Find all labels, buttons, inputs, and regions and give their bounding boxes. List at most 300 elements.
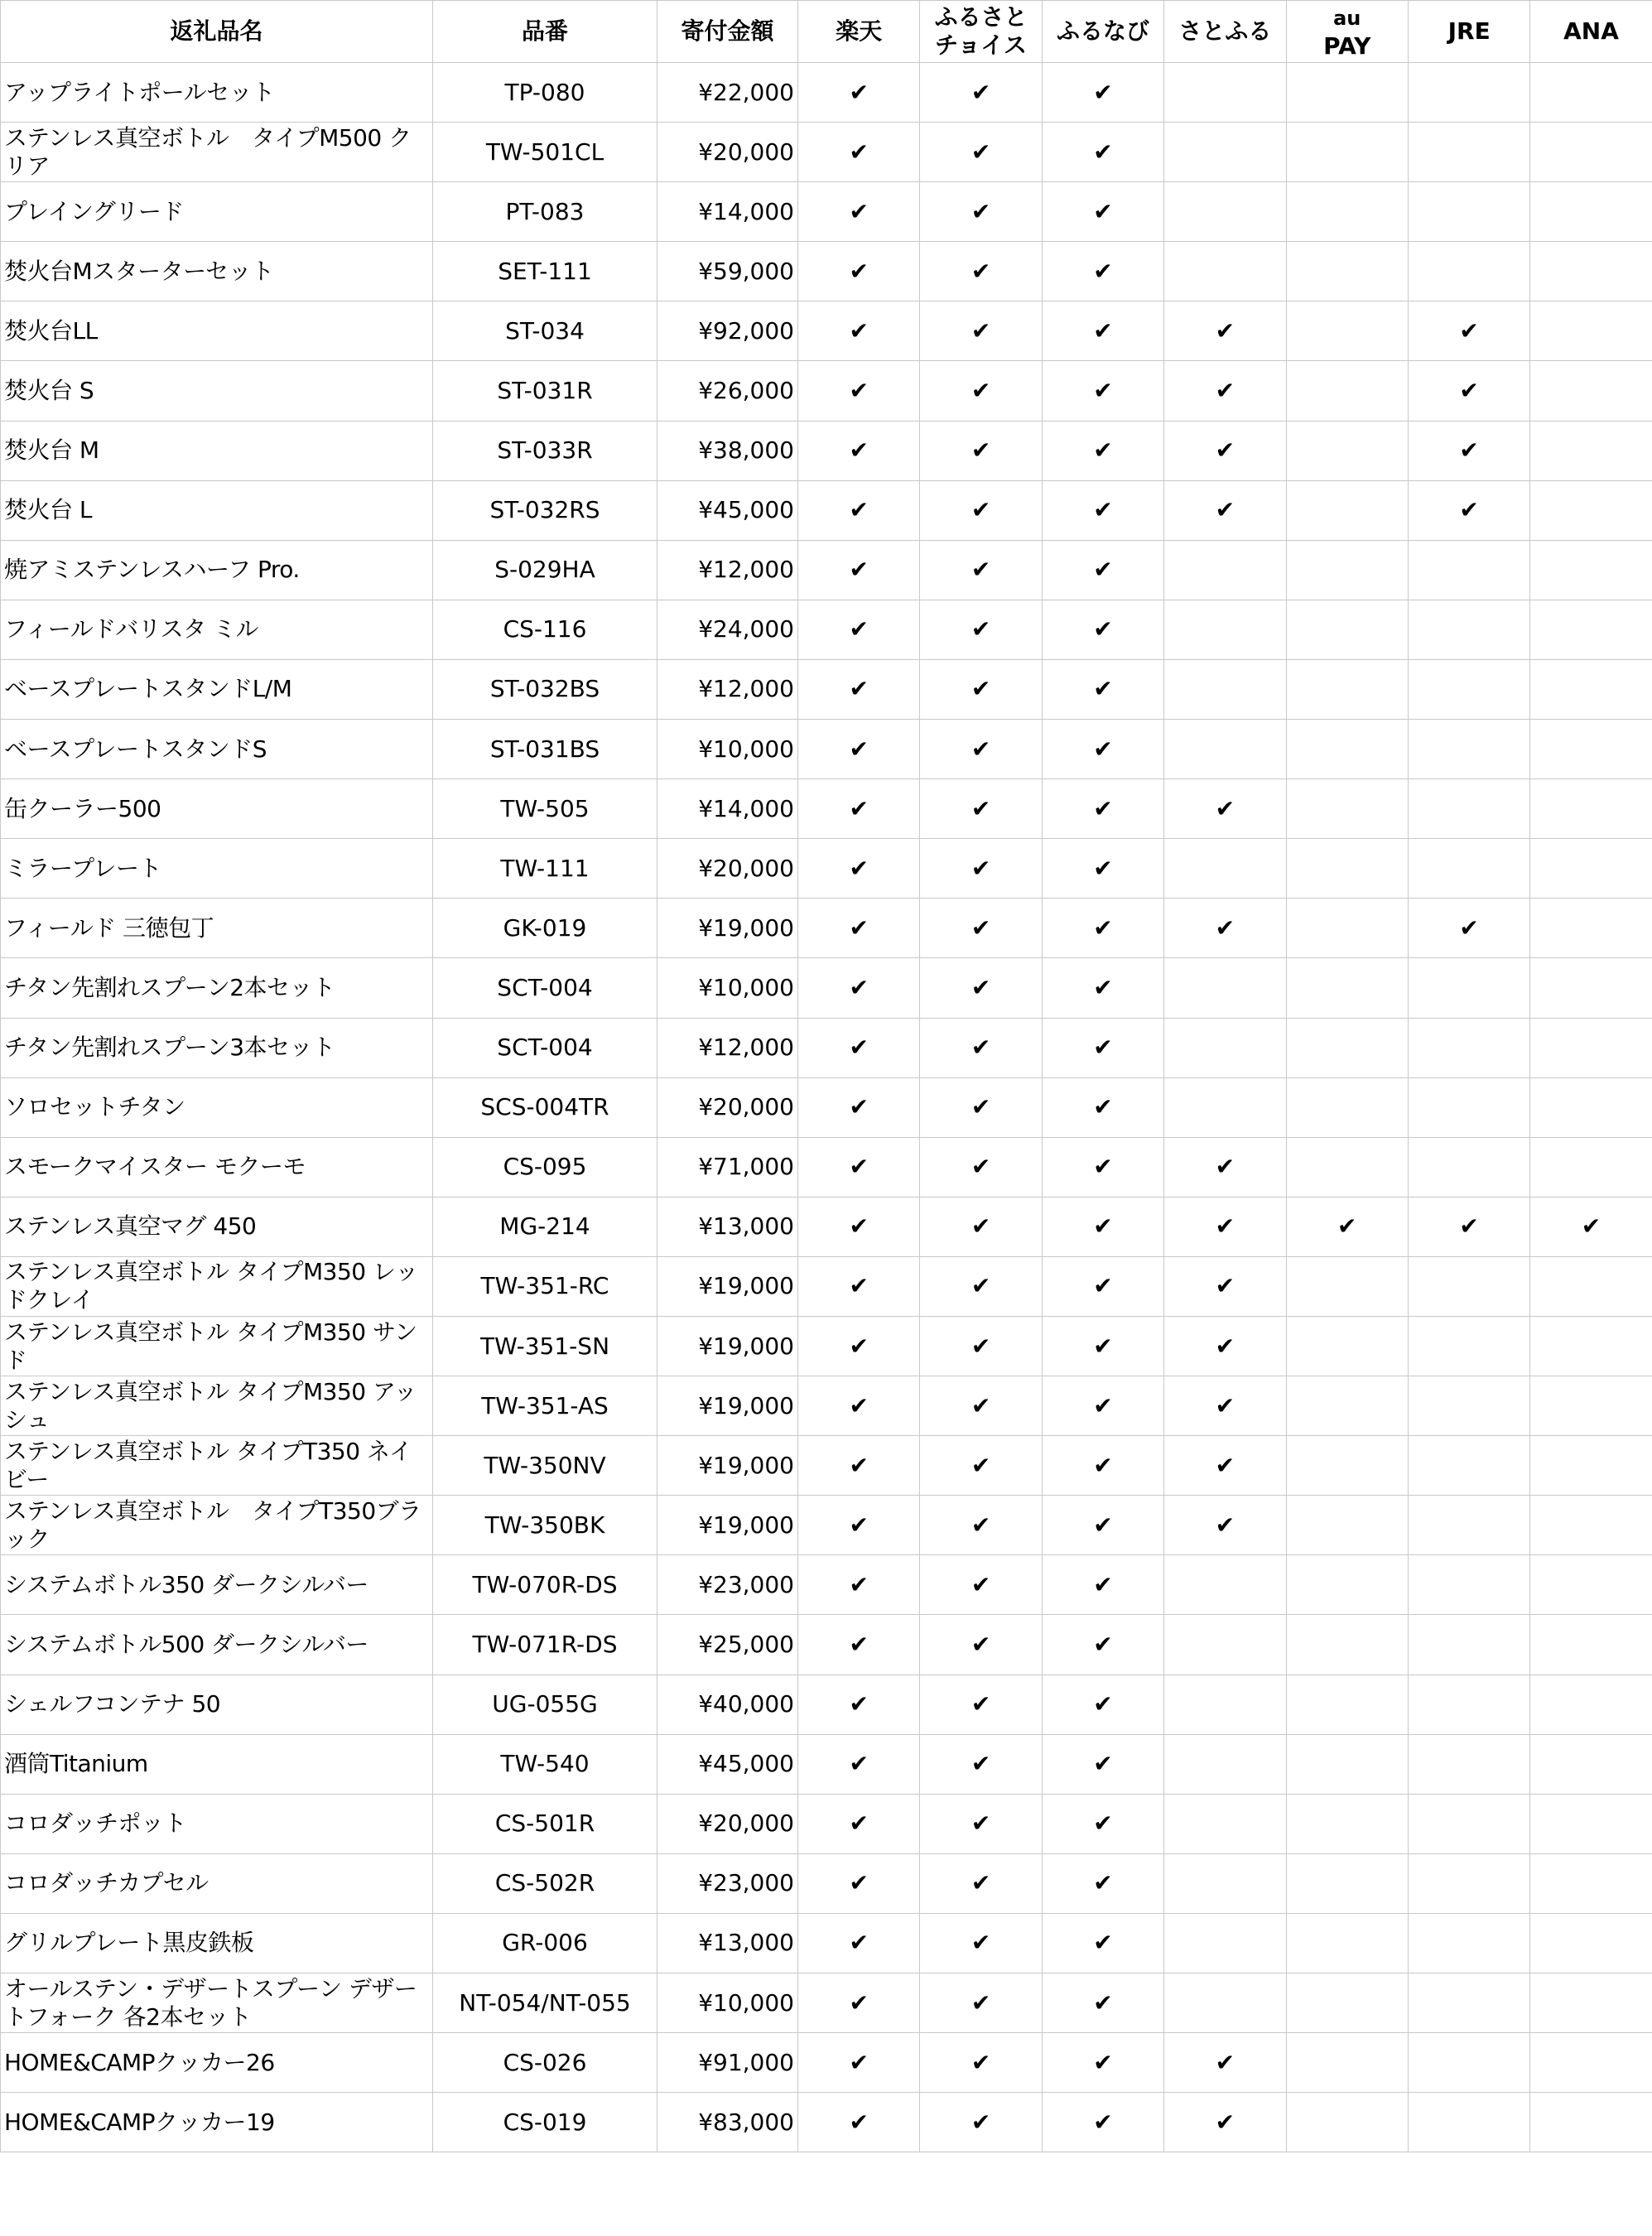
- cell-donation-amount: ¥14,000: [657, 779, 798, 839]
- cell-check-rakuten: ✔: [798, 1853, 920, 1913]
- cell-check-ana: [1530, 1316, 1652, 1376]
- cell-check-rakuten: ✔: [798, 480, 920, 540]
- cell-product-name: シェルフコンテナ 50: [1, 1675, 433, 1734]
- cell-check-jre: ✔: [1408, 301, 1529, 361]
- table-row: [1, 1675, 1652, 1734]
- cell-donation-amount: ¥38,000: [657, 421, 798, 480]
- cell-check-au-pay: [1286, 1316, 1408, 1376]
- cell-product-code: TW-351-AS: [433, 1376, 657, 1436]
- cell-check-satofuru: [1164, 1018, 1286, 1077]
- cell-check-jre: [1408, 182, 1529, 242]
- cell-check-rakuten: ✔: [798, 540, 920, 600]
- cell-check-au-pay: ✔: [1286, 1197, 1408, 1256]
- cell-check-jre: ✔: [1408, 480, 1529, 540]
- cell-check-rakuten: ✔: [798, 659, 920, 719]
- header-jre: JRE: [1408, 1, 1529, 63]
- cell-check-au-pay: [1286, 63, 1408, 123]
- cell-product-name: フィールドバリスタ ミル: [1, 600, 433, 659]
- cell-product-code: CS-116: [433, 600, 657, 659]
- cell-check-satofuru: ✔: [1164, 1197, 1286, 1256]
- cell-check-rakuten: ✔: [798, 1256, 920, 1316]
- cell-product-name: プレイングリード: [1, 182, 433, 242]
- cell-check-furunavi: ✔: [1042, 1794, 1163, 1853]
- cell-check-satofuru: ✔: [1164, 2033, 1286, 2093]
- cell-check-au-pay: [1286, 1734, 1408, 1794]
- cell-check-rakuten: ✔: [798, 1376, 920, 1436]
- cell-check-au-pay: [1286, 540, 1408, 600]
- header-ana: ANA: [1530, 1, 1652, 63]
- cell-check-satofuru: [1164, 1077, 1286, 1137]
- cell-product-name: オールステン・デザートスプーン デザートフォーク 各2本セット: [1, 1973, 433, 2033]
- cell-donation-amount: ¥20,000: [657, 1794, 798, 1853]
- cell-product-code: TW-351-SN: [433, 1316, 657, 1376]
- cell-product-name: ステンレス真空ボトル タイプT350ブラック: [1, 1496, 433, 1555]
- cell-check-satofuru: ✔: [1164, 1256, 1286, 1316]
- cell-check-ana: [1530, 1496, 1652, 1555]
- cell-product-code: S-029HA: [433, 540, 657, 600]
- cell-product-name: アップライトポールセット: [1, 63, 433, 123]
- cell-check-furusato-choice: ✔: [920, 242, 1042, 301]
- cell-check-furusato-choice: ✔: [920, 1316, 1042, 1376]
- table-row: [1, 1137, 1652, 1197]
- cell-check-ana: [1530, 63, 1652, 123]
- cell-check-au-pay: [1286, 1496, 1408, 1555]
- cell-check-furusato-choice: ✔: [920, 182, 1042, 242]
- cell-check-furusato-choice: ✔: [920, 1913, 1042, 1973]
- cell-check-au-pay: [1286, 1077, 1408, 1137]
- cell-product-code: TW-071R-DS: [433, 1615, 657, 1675]
- cell-donation-amount: ¥13,000: [657, 1913, 798, 1973]
- table-row: [1, 839, 1652, 899]
- cell-check-furusato-choice: ✔: [920, 1376, 1042, 1436]
- table-row: [1, 1077, 1652, 1137]
- cell-check-satofuru: [1164, 1913, 1286, 1973]
- cell-check-furusato-choice: ✔: [920, 600, 1042, 659]
- header-choice-line1: ふるさと: [934, 3, 1028, 31]
- table-row: [1, 779, 1652, 839]
- cell-product-name: 缶クーラー500: [1, 779, 433, 839]
- cell-check-ana: [1530, 1675, 1652, 1734]
- cell-donation-amount: ¥19,000: [657, 1436, 798, 1496]
- cell-check-jre: [1408, 1853, 1529, 1913]
- cell-check-furunavi: ✔: [1042, 2033, 1163, 2093]
- table-row: [1, 1794, 1652, 1853]
- cell-product-name: システムボトル350 ダークシルバー: [1, 1555, 433, 1615]
- cell-check-satofuru: [1164, 1853, 1286, 1913]
- cell-check-furusato-choice: ✔: [920, 958, 1042, 1018]
- cell-check-furusato-choice: ✔: [920, 480, 1042, 540]
- cell-product-code: TW-350BK: [433, 1496, 657, 1555]
- cell-check-furunavi: ✔: [1042, 2093, 1163, 2152]
- cell-check-au-pay: [1286, 2033, 1408, 2093]
- cell-product-code: ST-031R: [433, 361, 657, 421]
- cell-check-satofuru: [1164, 123, 1286, 182]
- table-row: [1, 1197, 1652, 1256]
- cell-check-furunavi: ✔: [1042, 540, 1163, 600]
- cell-check-rakuten: ✔: [798, 600, 920, 659]
- cell-check-ana: [1530, 659, 1652, 719]
- cell-check-satofuru: [1164, 242, 1286, 301]
- cell-product-name: コロダッチカプセル: [1, 1853, 433, 1913]
- cell-check-furunavi: ✔: [1042, 63, 1163, 123]
- cell-product-name: ミラープレート: [1, 839, 433, 899]
- cell-check-rakuten: ✔: [798, 958, 920, 1018]
- cell-product-code: ST-032RS: [433, 480, 657, 540]
- cell-product-code: SCT-004: [433, 958, 657, 1018]
- cell-check-au-pay: [1286, 779, 1408, 839]
- table-row: [1, 361, 1652, 421]
- cell-donation-amount: ¥25,000: [657, 1615, 798, 1675]
- table-row: [1, 1853, 1652, 1913]
- cell-check-furusato-choice: ✔: [920, 123, 1042, 182]
- cell-check-jre: [1408, 1018, 1529, 1077]
- cell-check-satofuru: ✔: [1164, 1137, 1286, 1197]
- cell-product-name: ステンレス真空ボトル タイプM350 サンド: [1, 1316, 433, 1376]
- cell-check-furunavi: ✔: [1042, 480, 1163, 540]
- cell-check-furunavi: ✔: [1042, 421, 1163, 480]
- cell-check-furunavi: ✔: [1042, 1615, 1163, 1675]
- cell-check-rakuten: ✔: [798, 2033, 920, 2093]
- cell-check-au-pay: [1286, 600, 1408, 659]
- cell-check-furusato-choice: ✔: [920, 1197, 1042, 1256]
- cell-check-satofuru: [1164, 1973, 1286, 2033]
- cell-check-satofuru: [1164, 540, 1286, 600]
- cell-check-rakuten: ✔: [798, 1913, 920, 1973]
- cell-donation-amount: ¥23,000: [657, 1555, 798, 1615]
- table-row: [1, 958, 1652, 1018]
- cell-product-code: TW-505: [433, 779, 657, 839]
- cell-product-code: MG-214: [433, 1197, 657, 1256]
- cell-product-code: ST-032BS: [433, 659, 657, 719]
- cell-check-au-pay: [1286, 2093, 1408, 2152]
- cell-check-furusato-choice: ✔: [920, 779, 1042, 839]
- cell-check-furunavi: ✔: [1042, 1734, 1163, 1794]
- cell-product-code: UG-055G: [433, 1675, 657, 1734]
- cell-check-ana: [1530, 123, 1652, 182]
- cell-check-satofuru: [1164, 1675, 1286, 1734]
- cell-check-furunavi: ✔: [1042, 1436, 1163, 1496]
- cell-check-au-pay: [1286, 1555, 1408, 1615]
- cell-donation-amount: ¥71,000: [657, 1137, 798, 1197]
- cell-check-satofuru: ✔: [1164, 480, 1286, 540]
- cell-donation-amount: ¥23,000: [657, 1853, 798, 1913]
- cell-product-name: 酒筒Titanium: [1, 1734, 433, 1794]
- cell-product-name: グリルプレート黒皮鉄板: [1, 1913, 433, 1973]
- cell-check-rakuten: ✔: [798, 1973, 920, 2033]
- cell-donation-amount: ¥19,000: [657, 1376, 798, 1436]
- table-row: [1, 899, 1652, 958]
- cell-check-au-pay: [1286, 1853, 1408, 1913]
- cell-donation-amount: ¥83,000: [657, 2093, 798, 2152]
- cell-product-name: ベースプレートスタンドL/M: [1, 659, 433, 719]
- cell-check-furusato-choice: ✔: [920, 421, 1042, 480]
- cell-check-ana: [1530, 1018, 1652, 1077]
- table-row: [1, 1018, 1652, 1077]
- header-code: 品番: [433, 1, 657, 63]
- cell-check-rakuten: ✔: [798, 1197, 920, 1256]
- cell-check-au-pay: [1286, 361, 1408, 421]
- cell-check-furusato-choice: ✔: [920, 361, 1042, 421]
- cell-check-au-pay: [1286, 1137, 1408, 1197]
- cell-product-code: SET-111: [433, 242, 657, 301]
- cell-check-furusato-choice: ✔: [920, 1734, 1042, 1794]
- table-row: [1, 63, 1652, 123]
- cell-check-ana: [1530, 301, 1652, 361]
- cell-check-satofuru: [1164, 720, 1286, 779]
- table-row: [1, 1436, 1652, 1496]
- cell-check-rakuten: ✔: [798, 1077, 920, 1137]
- cell-product-code: TW-540: [433, 1734, 657, 1794]
- cell-check-jre: [1408, 1077, 1529, 1137]
- cell-check-au-pay: [1286, 839, 1408, 899]
- cell-check-au-pay: [1286, 242, 1408, 301]
- cell-donation-amount: ¥19,000: [657, 1256, 798, 1316]
- cell-product-name: 焚火台 M: [1, 421, 433, 480]
- cell-product-code: TW-350NV: [433, 1436, 657, 1496]
- header-furusato-choice: [920, 1, 1042, 63]
- cell-check-rakuten: ✔: [798, 1436, 920, 1496]
- cell-check-ana: [1530, 1973, 1652, 2033]
- cell-product-code: NT-054/NT-055: [433, 1973, 657, 2033]
- cell-check-furusato-choice: ✔: [920, 720, 1042, 779]
- cell-check-rakuten: ✔: [798, 301, 920, 361]
- table-row: [1, 1555, 1652, 1615]
- cell-check-furunavi: ✔: [1042, 123, 1163, 182]
- cell-check-furunavi: ✔: [1042, 899, 1163, 958]
- cell-product-name: 焚火台Mスターターセット: [1, 242, 433, 301]
- cell-check-rakuten: ✔: [798, 1734, 920, 1794]
- cell-product-name: 焚火台 L: [1, 480, 433, 540]
- cell-product-name: ステンレス真空ボトル タイプM350 アッシュ: [1, 1376, 433, 1436]
- cell-check-ana: [1530, 1555, 1652, 1615]
- table-row: [1, 1496, 1652, 1555]
- cell-check-furunavi: ✔: [1042, 779, 1163, 839]
- cell-check-jre: [1408, 123, 1529, 182]
- cell-check-furunavi: ✔: [1042, 1077, 1163, 1137]
- cell-product-code: GK-019: [433, 899, 657, 958]
- cell-check-au-pay: [1286, 958, 1408, 1018]
- cell-check-satofuru: [1164, 600, 1286, 659]
- cell-product-code: TP-080: [433, 63, 657, 123]
- cell-check-ana: ✔: [1530, 1197, 1652, 1256]
- table-row: [1, 1973, 1652, 2033]
- cell-check-au-pay: [1286, 1973, 1408, 2033]
- cell-check-rakuten: ✔: [798, 1018, 920, 1077]
- cell-check-furunavi: ✔: [1042, 1555, 1163, 1615]
- cell-product-name: システムボトル500 ダークシルバー: [1, 1615, 433, 1675]
- table-row: [1, 1615, 1652, 1675]
- cell-donation-amount: ¥14,000: [657, 182, 798, 242]
- cell-check-satofuru: ✔: [1164, 2093, 1286, 2152]
- cell-check-rakuten: ✔: [798, 1555, 920, 1615]
- cell-check-furusato-choice: ✔: [920, 839, 1042, 899]
- cell-donation-amount: ¥40,000: [657, 1675, 798, 1734]
- cell-check-au-pay: [1286, 720, 1408, 779]
- cell-check-furunavi: ✔: [1042, 720, 1163, 779]
- cell-check-furusato-choice: ✔: [920, 1137, 1042, 1197]
- cell-check-furunavi: ✔: [1042, 1376, 1163, 1436]
- cell-check-jre: [1408, 1496, 1529, 1555]
- cell-donation-amount: ¥19,000: [657, 899, 798, 958]
- cell-product-name: 焚火台 S: [1, 361, 433, 421]
- cell-check-furunavi: ✔: [1042, 1137, 1163, 1197]
- cell-check-furunavi: ✔: [1042, 1913, 1163, 1973]
- cell-donation-amount: ¥19,000: [657, 1496, 798, 1555]
- cell-product-name: ステンレス真空マグ 450: [1, 1197, 433, 1256]
- cell-donation-amount: ¥45,000: [657, 1734, 798, 1794]
- cell-check-rakuten: ✔: [798, 1615, 920, 1675]
- cell-check-au-pay: [1286, 899, 1408, 958]
- cell-check-jre: [1408, 1913, 1529, 1973]
- cell-check-rakuten: ✔: [798, 361, 920, 421]
- header-satofuru: さとふる: [1164, 1, 1286, 63]
- cell-check-au-pay: [1286, 1794, 1408, 1853]
- cell-product-code: SCS-004TR: [433, 1077, 657, 1137]
- cell-check-furusato-choice: ✔: [920, 2093, 1042, 2152]
- cell-donation-amount: ¥10,000: [657, 720, 798, 779]
- cell-product-name: HOME&CAMPクッカー26: [1, 2033, 433, 2093]
- cell-check-rakuten: ✔: [798, 779, 920, 839]
- cell-check-rakuten: ✔: [798, 1794, 920, 1853]
- cell-check-ana: [1530, 839, 1652, 899]
- cell-product-name: ステンレス真空ボトル タイプM350 レッドクレイ: [1, 1256, 433, 1316]
- cell-check-furunavi: ✔: [1042, 242, 1163, 301]
- cell-check-ana: [1530, 2033, 1652, 2093]
- header-row: [1, 1, 1652, 63]
- cell-check-furunavi: ✔: [1042, 958, 1163, 1018]
- cell-check-ana: [1530, 1077, 1652, 1137]
- cell-check-rakuten: ✔: [798, 1137, 920, 1197]
- cell-check-furusato-choice: ✔: [920, 1077, 1042, 1137]
- cell-check-furunavi: ✔: [1042, 659, 1163, 719]
- cell-product-code: CS-019: [433, 2093, 657, 2152]
- cell-check-satofuru: [1164, 839, 1286, 899]
- cell-product-code: GR-006: [433, 1913, 657, 1973]
- cell-check-rakuten: ✔: [798, 242, 920, 301]
- cell-check-jre: [1408, 1615, 1529, 1675]
- cell-check-furunavi: ✔: [1042, 361, 1163, 421]
- cell-check-au-pay: [1286, 1376, 1408, 1436]
- cell-check-furunavi: ✔: [1042, 1853, 1163, 1913]
- table-row: [1, 421, 1652, 480]
- cell-product-code: CS-502R: [433, 1853, 657, 1913]
- cell-donation-amount: ¥92,000: [657, 301, 798, 361]
- cell-check-ana: [1530, 421, 1652, 480]
- cell-product-code: SCT-004: [433, 1018, 657, 1077]
- cell-check-satofuru: [1164, 1794, 1286, 1853]
- cell-check-satofuru: [1164, 958, 1286, 1018]
- cell-check-jre: ✔: [1408, 1197, 1529, 1256]
- cell-check-furusato-choice: ✔: [920, 1973, 1042, 2033]
- cell-check-ana: [1530, 182, 1652, 242]
- cell-check-rakuten: ✔: [798, 123, 920, 182]
- cell-product-code: TW-351-RC: [433, 1256, 657, 1316]
- cell-check-jre: [1408, 600, 1529, 659]
- cell-product-code: TW-111: [433, 839, 657, 899]
- cell-check-jre: [1408, 63, 1529, 123]
- cell-check-rakuten: ✔: [798, 720, 920, 779]
- cell-product-name: フィールド 三徳包丁: [1, 899, 433, 958]
- cell-product-code: CS-095: [433, 1137, 657, 1197]
- cell-product-code: ST-034: [433, 301, 657, 361]
- cell-check-au-pay: [1286, 1675, 1408, 1734]
- cell-check-rakuten: ✔: [798, 1316, 920, 1376]
- cell-check-ana: [1530, 540, 1652, 600]
- cell-donation-amount: ¥19,000: [657, 1316, 798, 1376]
- table-row: [1, 1913, 1652, 1973]
- cell-check-jre: [1408, 1376, 1529, 1436]
- cell-check-furunavi: ✔: [1042, 1316, 1163, 1376]
- cell-donation-amount: ¥20,000: [657, 123, 798, 182]
- cell-donation-amount: ¥22,000: [657, 63, 798, 123]
- cell-check-ana: [1530, 600, 1652, 659]
- cell-check-furusato-choice: ✔: [920, 1615, 1042, 1675]
- table-row: [1, 1256, 1652, 1316]
- cell-check-furunavi: ✔: [1042, 1197, 1163, 1256]
- cell-check-rakuten: ✔: [798, 1675, 920, 1734]
- cell-check-ana: [1530, 720, 1652, 779]
- cell-product-name: ステンレス真空ボトル タイプM500 クリア: [1, 123, 433, 182]
- cell-check-furunavi: ✔: [1042, 1018, 1163, 1077]
- cell-check-furusato-choice: ✔: [920, 1675, 1042, 1734]
- cell-check-satofuru: [1164, 1555, 1286, 1615]
- cell-check-au-pay: [1286, 1913, 1408, 1973]
- cell-check-rakuten: ✔: [798, 1496, 920, 1555]
- table-row: [1, 480, 1652, 540]
- table-row: [1, 242, 1652, 301]
- cell-donation-amount: ¥13,000: [657, 1197, 798, 1256]
- cell-check-jre: [1408, 1675, 1529, 1734]
- cell-check-furusato-choice: ✔: [920, 899, 1042, 958]
- cell-check-jre: [1408, 2093, 1529, 2152]
- cell-donation-amount: ¥12,000: [657, 659, 798, 719]
- table-row: [1, 1734, 1652, 1794]
- cell-product-name: 焼アミステンレスハーフ Pro.: [1, 540, 433, 600]
- cell-check-ana: [1530, 1615, 1652, 1675]
- cell-donation-amount: ¥45,000: [657, 480, 798, 540]
- cell-check-furunavi: ✔: [1042, 1675, 1163, 1734]
- table-row: [1, 540, 1652, 600]
- table-row: [1, 1316, 1652, 1376]
- cell-donation-amount: ¥10,000: [657, 1973, 798, 2033]
- header-au-line1: au: [1333, 6, 1361, 30]
- cell-check-satofuru: ✔: [1164, 301, 1286, 361]
- cell-check-furusato-choice: ✔: [920, 301, 1042, 361]
- cell-product-name: スモークマイスター モクーモ: [1, 1137, 433, 1197]
- cell-check-satofuru: [1164, 63, 1286, 123]
- cell-check-furusato-choice: ✔: [920, 1555, 1042, 1615]
- cell-product-name: チタン先割れスプーン3本セット: [1, 1018, 433, 1077]
- cell-check-rakuten: ✔: [798, 182, 920, 242]
- cell-check-satofuru: [1164, 182, 1286, 242]
- cell-check-satofuru: ✔: [1164, 1436, 1286, 1496]
- cell-check-jre: [1408, 1316, 1529, 1376]
- cell-product-name: ステンレス真空ボトル タイプT350 ネイビー: [1, 1436, 433, 1496]
- cell-check-ana: [1530, 1376, 1652, 1436]
- cell-check-jre: ✔: [1408, 899, 1529, 958]
- table-body: [1, 63, 1652, 2152]
- table-row: [1, 2093, 1652, 2152]
- cell-check-furusato-choice: ✔: [920, 1496, 1042, 1555]
- cell-check-jre: ✔: [1408, 361, 1529, 421]
- cell-check-furunavi: ✔: [1042, 600, 1163, 659]
- cell-check-furunavi: ✔: [1042, 1256, 1163, 1316]
- cell-check-ana: [1530, 480, 1652, 540]
- cell-check-furusato-choice: ✔: [920, 1853, 1042, 1913]
- cell-check-jre: [1408, 540, 1529, 600]
- table-row: [1, 720, 1652, 779]
- cell-check-jre: ✔: [1408, 421, 1529, 480]
